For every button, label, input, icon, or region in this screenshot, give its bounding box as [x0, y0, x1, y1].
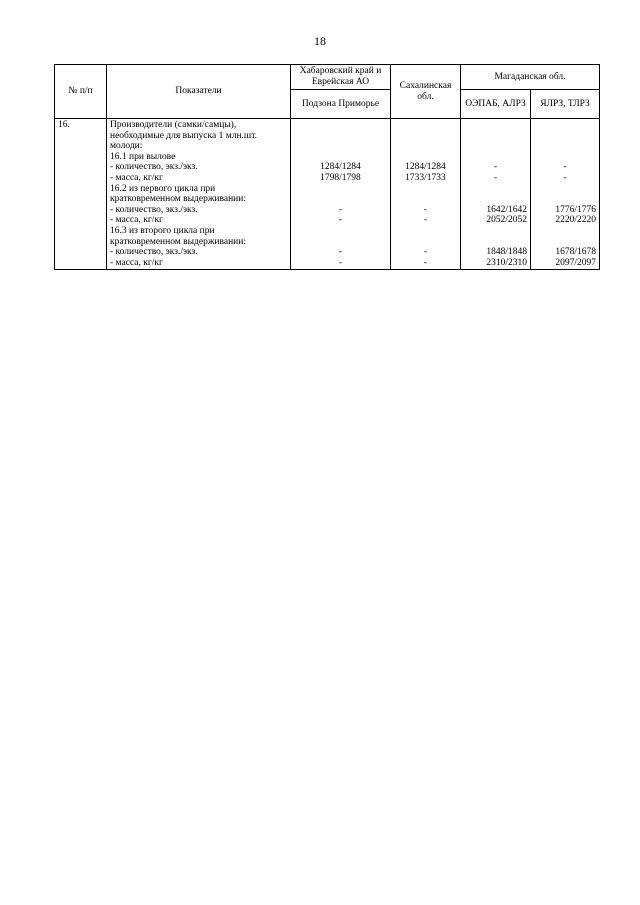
header-magadan: Магаданская обл.	[461, 65, 600, 90]
primorye-values-line	[294, 226, 387, 237]
sakhalin-values	[391, 119, 461, 270]
row-number: 16.	[55, 119, 107, 270]
primorye-values-line	[294, 184, 387, 195]
sakhalin-values-line	[394, 141, 457, 152]
header-primorye: Подзона Приморье	[291, 90, 391, 119]
header-num: № п/п	[55, 65, 107, 119]
primorye-values-line: 1284/1284	[320, 162, 361, 173]
sakhalin-values-line: -	[423, 215, 428, 226]
primorye-values-line: -	[338, 247, 343, 258]
yalrz-values-line: 2220/2220	[555, 215, 596, 226]
primorye-values-line	[294, 131, 387, 142]
sakhalin-values-line: -	[423, 257, 428, 268]
sakhalin-values-line	[394, 120, 457, 131]
oepab-values-line	[464, 131, 527, 142]
oepab-values-line: -	[493, 172, 498, 183]
yalrz-values-line	[534, 226, 596, 237]
indicator-cell-line: - количество, экз./экз.	[110, 162, 198, 173]
primorye-values-line	[294, 152, 387, 163]
header-khabarovsk: Хабаровский край и Еврейская АО	[291, 65, 391, 90]
sakhalin-values-line: -	[423, 204, 428, 215]
yalrz-values-line	[534, 131, 596, 142]
header-oepab: ОЭПАБ, АЛРЗ	[461, 90, 531, 119]
indicator-cell-line: 16.3 из второго цикла при	[110, 225, 215, 236]
yalrz-values-line: 2097/2097	[555, 257, 596, 268]
yalrz-values	[531, 119, 600, 270]
sakhalin-values-line: 1284/1284	[405, 162, 446, 173]
indicator-cell-line: 16.1 при вылове	[110, 151, 176, 162]
indicator-cell-line: - количество, экз./экз.	[110, 247, 198, 258]
header-sakhalin: Сахалинская обл.	[391, 65, 461, 119]
sakhalin-values-line	[394, 237, 457, 248]
oepab-values-line	[464, 184, 527, 195]
oepab-values-line	[464, 152, 527, 163]
primorye-values-line	[294, 237, 387, 248]
yalrz-values-line: -	[563, 162, 567, 173]
yalrz-values-line	[534, 120, 596, 131]
primorye-values-line: -	[338, 257, 343, 268]
indicator-cell-line: необходимые для выпуска 1 млн.шт.	[110, 130, 258, 141]
oepab-values-line	[464, 141, 527, 152]
primorye-values-line: -	[338, 215, 343, 226]
oepab-values-line: 1642/1642	[486, 204, 527, 215]
indicator-cell-line: - масса, кг/кг	[110, 172, 163, 183]
yalrz-values-line: -	[563, 172, 567, 183]
oepab-values-line	[464, 237, 527, 248]
yalrz-values-line	[534, 184, 596, 195]
primorye-values-line	[294, 141, 387, 152]
yalrz-values-line	[534, 141, 596, 152]
primorye-values-line	[294, 120, 387, 131]
oepab-values-line: 1848/1848	[486, 247, 527, 258]
primorye-values-line: -	[338, 204, 343, 215]
sakhalin-values-line: -	[423, 247, 428, 258]
indicator-cell-line: Производители (самки/самцы),	[110, 120, 237, 130]
oepab-values-line	[464, 194, 527, 205]
sakhalin-values-line	[394, 184, 457, 195]
indicators-table	[54, 64, 600, 270]
indicator-cell	[107, 119, 291, 270]
oepab-values-line: 2052/2052	[486, 215, 527, 226]
primorye-values-line: 1798/1798	[320, 172, 361, 183]
oepab-values-line	[464, 120, 527, 131]
indicator-cell-line: молоди:	[110, 141, 143, 152]
indicator-cell-line: 16.2 из первого цикла при	[110, 183, 216, 194]
table-row	[55, 119, 600, 270]
indicator-cell-line: - масса, кг/кг	[110, 257, 163, 268]
header-indicators: Показатели	[107, 65, 291, 119]
indicator-cell-line: кратковременном выдерживании:	[110, 194, 246, 205]
yalrz-values-line	[534, 152, 596, 163]
primorye-values	[291, 119, 391, 270]
sakhalin-values-line	[394, 226, 457, 237]
sakhalin-values-line	[394, 152, 457, 163]
yalrz-values-line: 1678/1678	[555, 247, 596, 258]
indicator-cell-line: - количество, экз./экз.	[110, 204, 198, 215]
sakhalin-values-line: 1733/1733	[405, 172, 446, 183]
yalrz-values-line: 1776/1776	[555, 204, 596, 215]
sakhalin-values-line	[394, 194, 457, 205]
oepab-values-line: 2310/2310	[486, 257, 527, 268]
yalrz-values-line	[534, 237, 596, 248]
primorye-values-line	[294, 194, 387, 205]
indicator-cell-line: кратковременном выдерживании:	[110, 236, 246, 247]
yalrz-values-line	[534, 194, 596, 205]
page-number: 18	[314, 34, 326, 48]
sakhalin-values-line	[394, 131, 457, 142]
oepab-values-line: -	[493, 162, 498, 173]
header-yalrz: ЯЛРЗ, ТЛРЗ	[531, 90, 600, 119]
oepab-values-line	[464, 226, 527, 237]
oepab-values	[461, 119, 531, 270]
indicator-cell-line: - масса, кг/кг	[110, 215, 163, 226]
